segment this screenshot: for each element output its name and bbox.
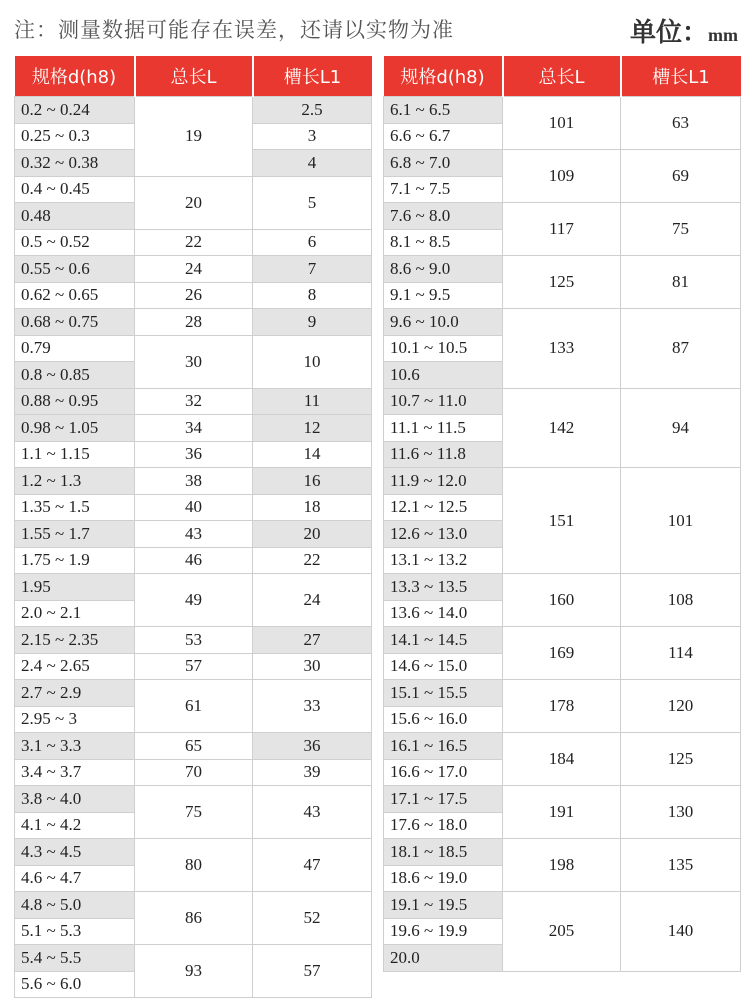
spec-cell: 0.98 ~ 1.05 [15,415,135,442]
spec-cell: 5.4 ~ 5.5 [15,945,135,972]
slot-length-cell: 20 [253,521,372,548]
table-row [384,680,741,707]
total-length-cell: 53 [135,627,253,654]
spec-cell: 18.1 ~ 18.5 [384,839,503,866]
spec-cell: 0.8 ~ 0.85 [15,362,135,389]
table-row [15,733,372,760]
unit-label-text: 单位： [629,18,708,48]
table-row [15,892,372,919]
spec-cell: 6.1 ~ 6.5 [384,97,503,124]
spec-cell: 12.1 ~ 12.5 [384,494,503,521]
spec-cell: 13.3 ~ 13.5 [384,574,503,601]
table-row [15,256,372,283]
spec-cell: 3.8 ~ 4.0 [15,786,135,813]
total-length-cell: 49 [135,574,253,627]
slot-length-cell: 87 [621,309,741,389]
total-length-cell: 169 [503,627,621,680]
slot-length-cell: 130 [621,786,741,839]
table-row [15,547,372,574]
slot-length-cell: 11 [253,388,372,415]
spec-cell: 6.6 ~ 6.7 [384,123,503,150]
table-row [15,282,372,309]
spec-cell: 0.5 ~ 0.52 [15,229,135,256]
slot-length-cell: 22 [253,547,372,574]
slot-length-cell: 81 [621,256,741,309]
slot-length-cell: 7 [253,256,372,283]
spec-cell: 0.48 [15,203,135,230]
table-row [384,203,741,230]
spec-cell: 11.6 ~ 11.8 [384,441,503,468]
slot-length-cell: 14 [253,441,372,468]
spec-cell: 14.6 ~ 15.0 [384,653,503,680]
spec-cell: 8.6 ~ 9.0 [384,256,503,283]
slot-length-cell: 6 [253,229,372,256]
total-length-cell: 61 [135,680,253,733]
table-row [384,786,741,813]
spec-cell: 7.1 ~ 7.5 [384,176,503,203]
table-row [15,653,372,680]
total-length-cell: 43 [135,521,253,548]
slot-length-cell: 3 [253,123,372,150]
spec-table-left [14,56,372,998]
total-length-cell: 46 [135,547,253,574]
total-length-cell: 34 [135,415,253,442]
slot-length-cell: 39 [253,759,372,786]
spec-cell: 0.32 ~ 0.38 [15,150,135,177]
table-row [15,388,372,415]
spec-cell: 16.1 ~ 16.5 [384,733,503,760]
total-length-cell: 28 [135,309,253,336]
header-total-length: 总长L [503,56,621,97]
table-row [15,786,372,813]
total-length-cell: 19 [135,97,253,177]
slot-length-cell: 52 [253,892,372,945]
spec-cell: 5.6 ~ 6.0 [15,971,135,998]
total-length-cell: 109 [503,150,621,203]
slot-length-cell: 30 [253,653,372,680]
table-row [15,468,372,495]
total-length-cell: 75 [135,786,253,839]
spec-cell: 10.1 ~ 10.5 [384,335,503,362]
total-length-cell: 36 [135,441,253,468]
spec-cell: 0.4 ~ 0.45 [15,176,135,203]
slot-length-cell: 5 [253,176,372,229]
spec-cell: 3.1 ~ 3.3 [15,733,135,760]
table-row [384,839,741,866]
total-length-cell: 38 [135,468,253,495]
spec-cell: 12.6 ~ 13.0 [384,521,503,548]
total-length-cell: 178 [503,680,621,733]
slot-length-cell: 114 [621,627,741,680]
table-row [384,256,741,283]
table-row [15,229,372,256]
slot-length-cell: 120 [621,680,741,733]
total-length-cell: 70 [135,759,253,786]
spec-cell: 1.2 ~ 1.3 [15,468,135,495]
slot-length-cell: 43 [253,786,372,839]
slot-length-cell: 10 [253,335,372,388]
spec-cell: 16.6 ~ 17.0 [384,759,503,786]
table-row [384,150,741,177]
spec-cell: 19.6 ~ 19.9 [384,918,503,945]
total-length-cell: 133 [503,309,621,389]
slot-length-cell: 16 [253,468,372,495]
spec-cell: 11.1 ~ 11.5 [384,415,503,442]
measurement-note: 注：测量数据可能存在误差，还请以实物为准 [14,18,454,42]
slot-length-cell: 108 [621,574,741,627]
spec-cell: 0.68 ~ 0.75 [15,309,135,336]
slot-length-cell: 18 [253,494,372,521]
total-length-cell: 40 [135,494,253,521]
table-row [15,680,372,707]
slot-length-cell: 140 [621,892,741,972]
table-row [15,176,372,203]
total-length-cell: 198 [503,839,621,892]
total-length-cell: 20 [135,176,253,229]
spec-cell: 4.8 ~ 5.0 [15,892,135,919]
spec-cell: 1.35 ~ 1.5 [15,494,135,521]
spec-cell: 8.1 ~ 8.5 [384,229,503,256]
total-length-cell: 80 [135,839,253,892]
table-row [15,759,372,786]
table-row [384,627,741,654]
slot-length-cell: 36 [253,733,372,760]
spec-cell: 4.6 ~ 4.7 [15,865,135,892]
slot-length-cell: 12 [253,415,372,442]
spec-cell: 0.55 ~ 0.6 [15,256,135,283]
spec-cell: 13.1 ~ 13.2 [384,547,503,574]
total-length-cell: 125 [503,256,621,309]
spec-cell: 2.7 ~ 2.9 [15,680,135,707]
slot-length-cell: 24 [253,574,372,627]
total-length-cell: 151 [503,468,621,574]
spec-cell: 10.6 [384,362,503,389]
slot-length-cell: 47 [253,839,372,892]
table-row [15,415,372,442]
table-row [15,945,372,972]
spec-cell: 4.1 ~ 4.2 [15,812,135,839]
table-row [384,468,741,495]
table-row [384,733,741,760]
header-slot-length: 槽长L1 [253,56,372,97]
total-length-cell: 117 [503,203,621,256]
total-length-cell: 101 [503,97,621,150]
table-row [384,388,741,415]
spec-cell: 19.1 ~ 19.5 [384,892,503,919]
header-slot-length: 槽长L1 [621,56,741,97]
total-length-cell: 22 [135,229,253,256]
table-row [15,97,372,124]
table-row [15,839,372,866]
spec-cell: 3.4 ~ 3.7 [15,759,135,786]
total-length-cell: 24 [135,256,253,283]
header-spec: 规格d(h8) [384,56,503,97]
header-total-length: 总长L [135,56,253,97]
table-row [15,521,372,548]
spec-cell: 9.6 ~ 10.0 [384,309,503,336]
slot-length-cell: 9 [253,309,372,336]
total-length-cell: 142 [503,388,621,468]
total-length-cell: 86 [135,892,253,945]
spec-cell: 9.1 ~ 9.5 [384,282,503,309]
spec-cell: 1.1 ~ 1.15 [15,441,135,468]
table-row [15,627,372,654]
spec-cell: 20.0 [384,945,503,972]
table-row [15,309,372,336]
table-row [15,494,372,521]
total-length-cell: 160 [503,574,621,627]
spec-cell: 2.4 ~ 2.65 [15,653,135,680]
slot-length-cell: 69 [621,150,741,203]
slot-length-cell: 4 [253,150,372,177]
total-length-cell: 191 [503,786,621,839]
slot-length-cell: 63 [621,97,741,150]
slot-length-cell: 135 [621,839,741,892]
spec-cell: 17.1 ~ 17.5 [384,786,503,813]
spec-cell: 13.6 ~ 14.0 [384,600,503,627]
spec-cell: 18.6 ~ 19.0 [384,865,503,892]
total-length-cell: 32 [135,388,253,415]
spec-table-right [383,56,741,972]
table-row [384,309,741,336]
table-row [384,97,741,124]
spec-cell: 2.15 ~ 2.35 [15,627,135,654]
header-spec: 规格d(h8) [15,56,135,97]
total-length-cell: 184 [503,733,621,786]
slot-length-cell: 75 [621,203,741,256]
slot-length-cell: 2.5 [253,97,372,124]
slot-length-cell: 101 [621,468,741,574]
slot-length-cell: 94 [621,388,741,468]
spec-cell: 0.25 ~ 0.3 [15,123,135,150]
total-length-cell: 57 [135,653,253,680]
spec-cell: 1.75 ~ 1.9 [15,547,135,574]
total-length-cell: 30 [135,335,253,388]
spec-cell: 1.55 ~ 1.7 [15,521,135,548]
spec-cell: 14.1 ~ 14.5 [384,627,503,654]
spec-cell: 15.1 ~ 15.5 [384,680,503,707]
spec-cell: 2.95 ~ 3 [15,706,135,733]
table-row [15,574,372,601]
spec-cell: 0.2 ~ 0.24 [15,97,135,124]
table-row [384,892,741,919]
spec-cell: 0.79 [15,335,135,362]
spec-cell: 6.8 ~ 7.0 [384,150,503,177]
total-length-cell: 93 [135,945,253,998]
slot-length-cell: 57 [253,945,372,998]
spec-cell: 7.6 ~ 8.0 [384,203,503,230]
table-row [15,335,372,362]
table-row [15,441,372,468]
spec-cell: 5.1 ~ 5.3 [15,918,135,945]
unit-value: mm [708,25,738,45]
total-length-cell: 205 [503,892,621,972]
slot-length-cell: 8 [253,282,372,309]
total-length-cell: 65 [135,733,253,760]
spec-cell: 10.7 ~ 11.0 [384,388,503,415]
spec-cell: 17.6 ~ 18.0 [384,812,503,839]
slot-length-cell: 125 [621,733,741,786]
spec-cell: 4.3 ~ 4.5 [15,839,135,866]
spec-cell: 0.62 ~ 0.65 [15,282,135,309]
spec-cell: 15.6 ~ 16.0 [384,706,503,733]
spec-cell: 2.0 ~ 2.1 [15,600,135,627]
total-length-cell: 26 [135,282,253,309]
slot-length-cell: 27 [253,627,372,654]
slot-length-cell: 33 [253,680,372,733]
spec-cell: 11.9 ~ 12.0 [384,468,503,495]
unit-label [630,12,738,49]
spec-cell: 0.88 ~ 0.95 [15,388,135,415]
spec-cell: 1.95 [15,574,135,601]
table-row [384,574,741,601]
